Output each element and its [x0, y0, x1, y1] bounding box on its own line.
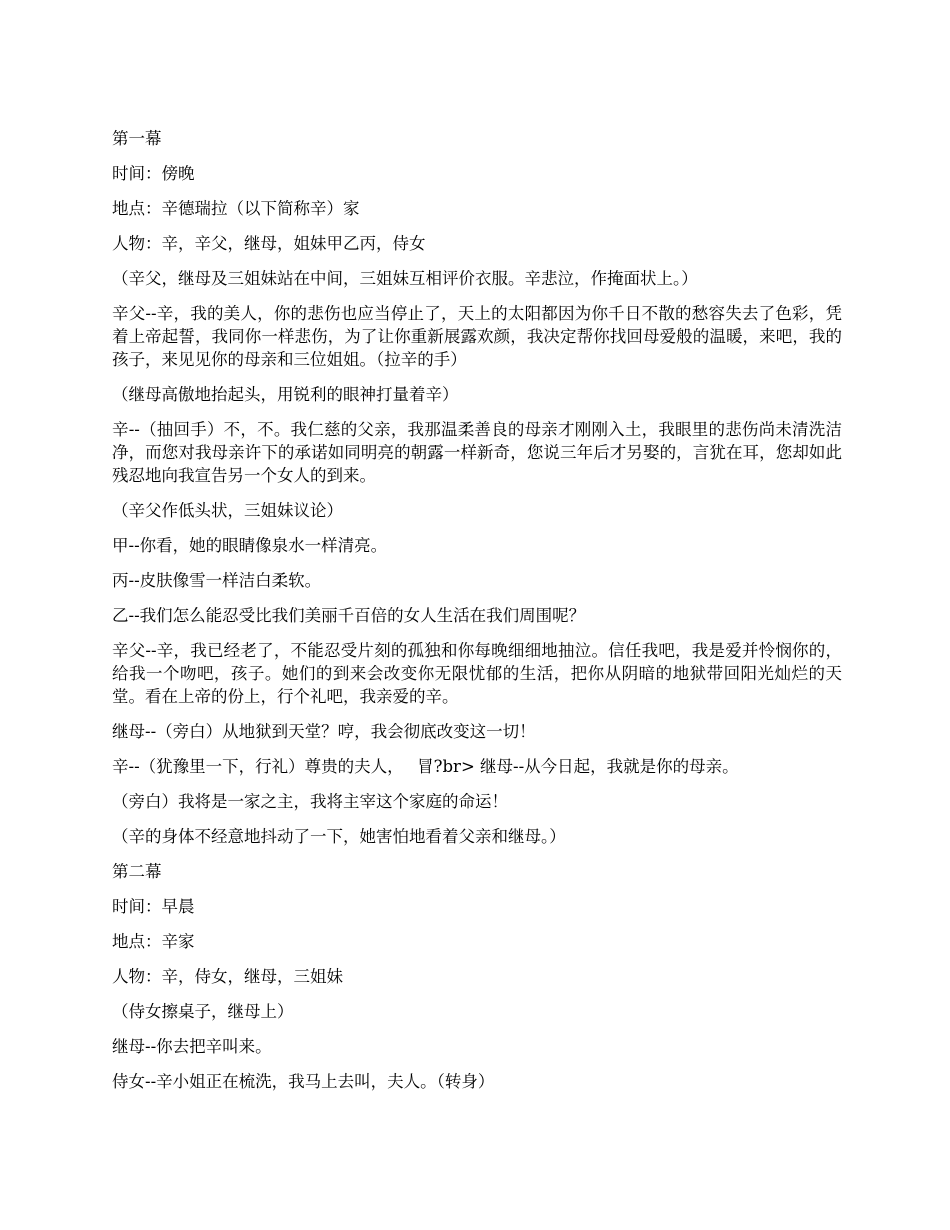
document-page [112, 127, 842, 1105]
act-two-characters: 人物：辛，侍女，继母，三姐妹 [112, 967, 343, 986]
dialogue-line: 侍女--辛小姐正在梳洗，我马上去叫，夫人。（转身） [112, 1072, 495, 1091]
stage-direction: （侍女擦桌子，继母上） [112, 1002, 294, 1021]
stage-direction: （辛的身体不经意地抖动了一下，她害怕地看着父亲和继母。） [112, 827, 566, 846]
stage-direction: （辛父作低头状，三姐妹议论） [112, 501, 343, 520]
dialogue-line: 继母--你去把辛叫来。 [112, 1037, 272, 1056]
dialogue-line: 丙--皮肤像雪一样洁白柔软。 [112, 571, 322, 590]
act-one-place: 地点：辛德瑞拉（以下简称辛）家 [112, 199, 360, 218]
act-one-time: 时间：傍晚 [112, 164, 195, 183]
act-one-heading: 第一幕 [112, 129, 162, 148]
dialogue-line: 辛--（抽回手）不，不。我仁慈的父亲，我那温柔善良的母亲才刚刚入土，我眼里的悲伤尚未清洗洁净，而您对我母亲许下的承诺如同明亮的朝露一样新奇，您说三年后才另娶的，言犹在耳，您却如此残忍地向我宣告另一个女人的到来。 [112, 420, 842, 485]
dialogue-line: 辛--（犹豫里一下，行礼）尊贵的夫人， 冒?br> 继母--从今日起，我就是你的母亲。 [112, 757, 739, 776]
act-two-time: 时间：早晨 [112, 897, 195, 916]
stage-direction: （辛父，继母及三姐妹站在中间，三姐妹互相评价衣服。辛悲泣，作掩面状上。） [112, 269, 698, 288]
dialogue-line: 辛父--辛，我已经老了，不能忍受片刻的孤独和你每晚细细地抽泣。信任我吧，我是爱并怜悯你的，给我一个吻吧，孩子。她们的到来会改变你无限忧郁的生活，把你从阴暗的地狱带回阳光灿烂的天堂。看在上帝的份上，行个礼吧，我亲爱的辛。 [112, 641, 842, 706]
dialogue-line: 乙--我们怎么能忍受比我们美丽千百倍的女人生活在我们周围呢？ [112, 606, 586, 625]
stage-direction: （继母高傲地抬起头，用锐利的眼神打量着辛） [112, 385, 459, 404]
dialogue-line: 辛父--辛，我的美人，你的悲伤也应当停止了，天上的太阳都因为你千日不散的愁容失去了色彩，凭着上帝起誓，我同你一样悲伤，为了让你重新展露欢颜，我决定帮你找回母爱般的温暖，来吧，我的孩子，来见见你的母亲和三位姐姐。（拉辛的手） [112, 304, 842, 369]
dialogue-line: （旁白）我将是一家之主，我将主宰这个家庭的命运！ [112, 792, 508, 811]
dialogue-line: 甲--你看，她的眼睛像泉水一样清亮。 [112, 536, 388, 555]
act-two-heading: 第二幕 [112, 862, 162, 881]
dialogue-line: 继母--（旁白）从地狱到天堂？哼，我会彻底改变这一切！ [112, 722, 536, 741]
act-one-characters: 人物：辛，辛父，继母，姐妹甲乙丙，侍女 [112, 234, 426, 253]
act-two-place: 地点：辛家 [112, 932, 195, 951]
